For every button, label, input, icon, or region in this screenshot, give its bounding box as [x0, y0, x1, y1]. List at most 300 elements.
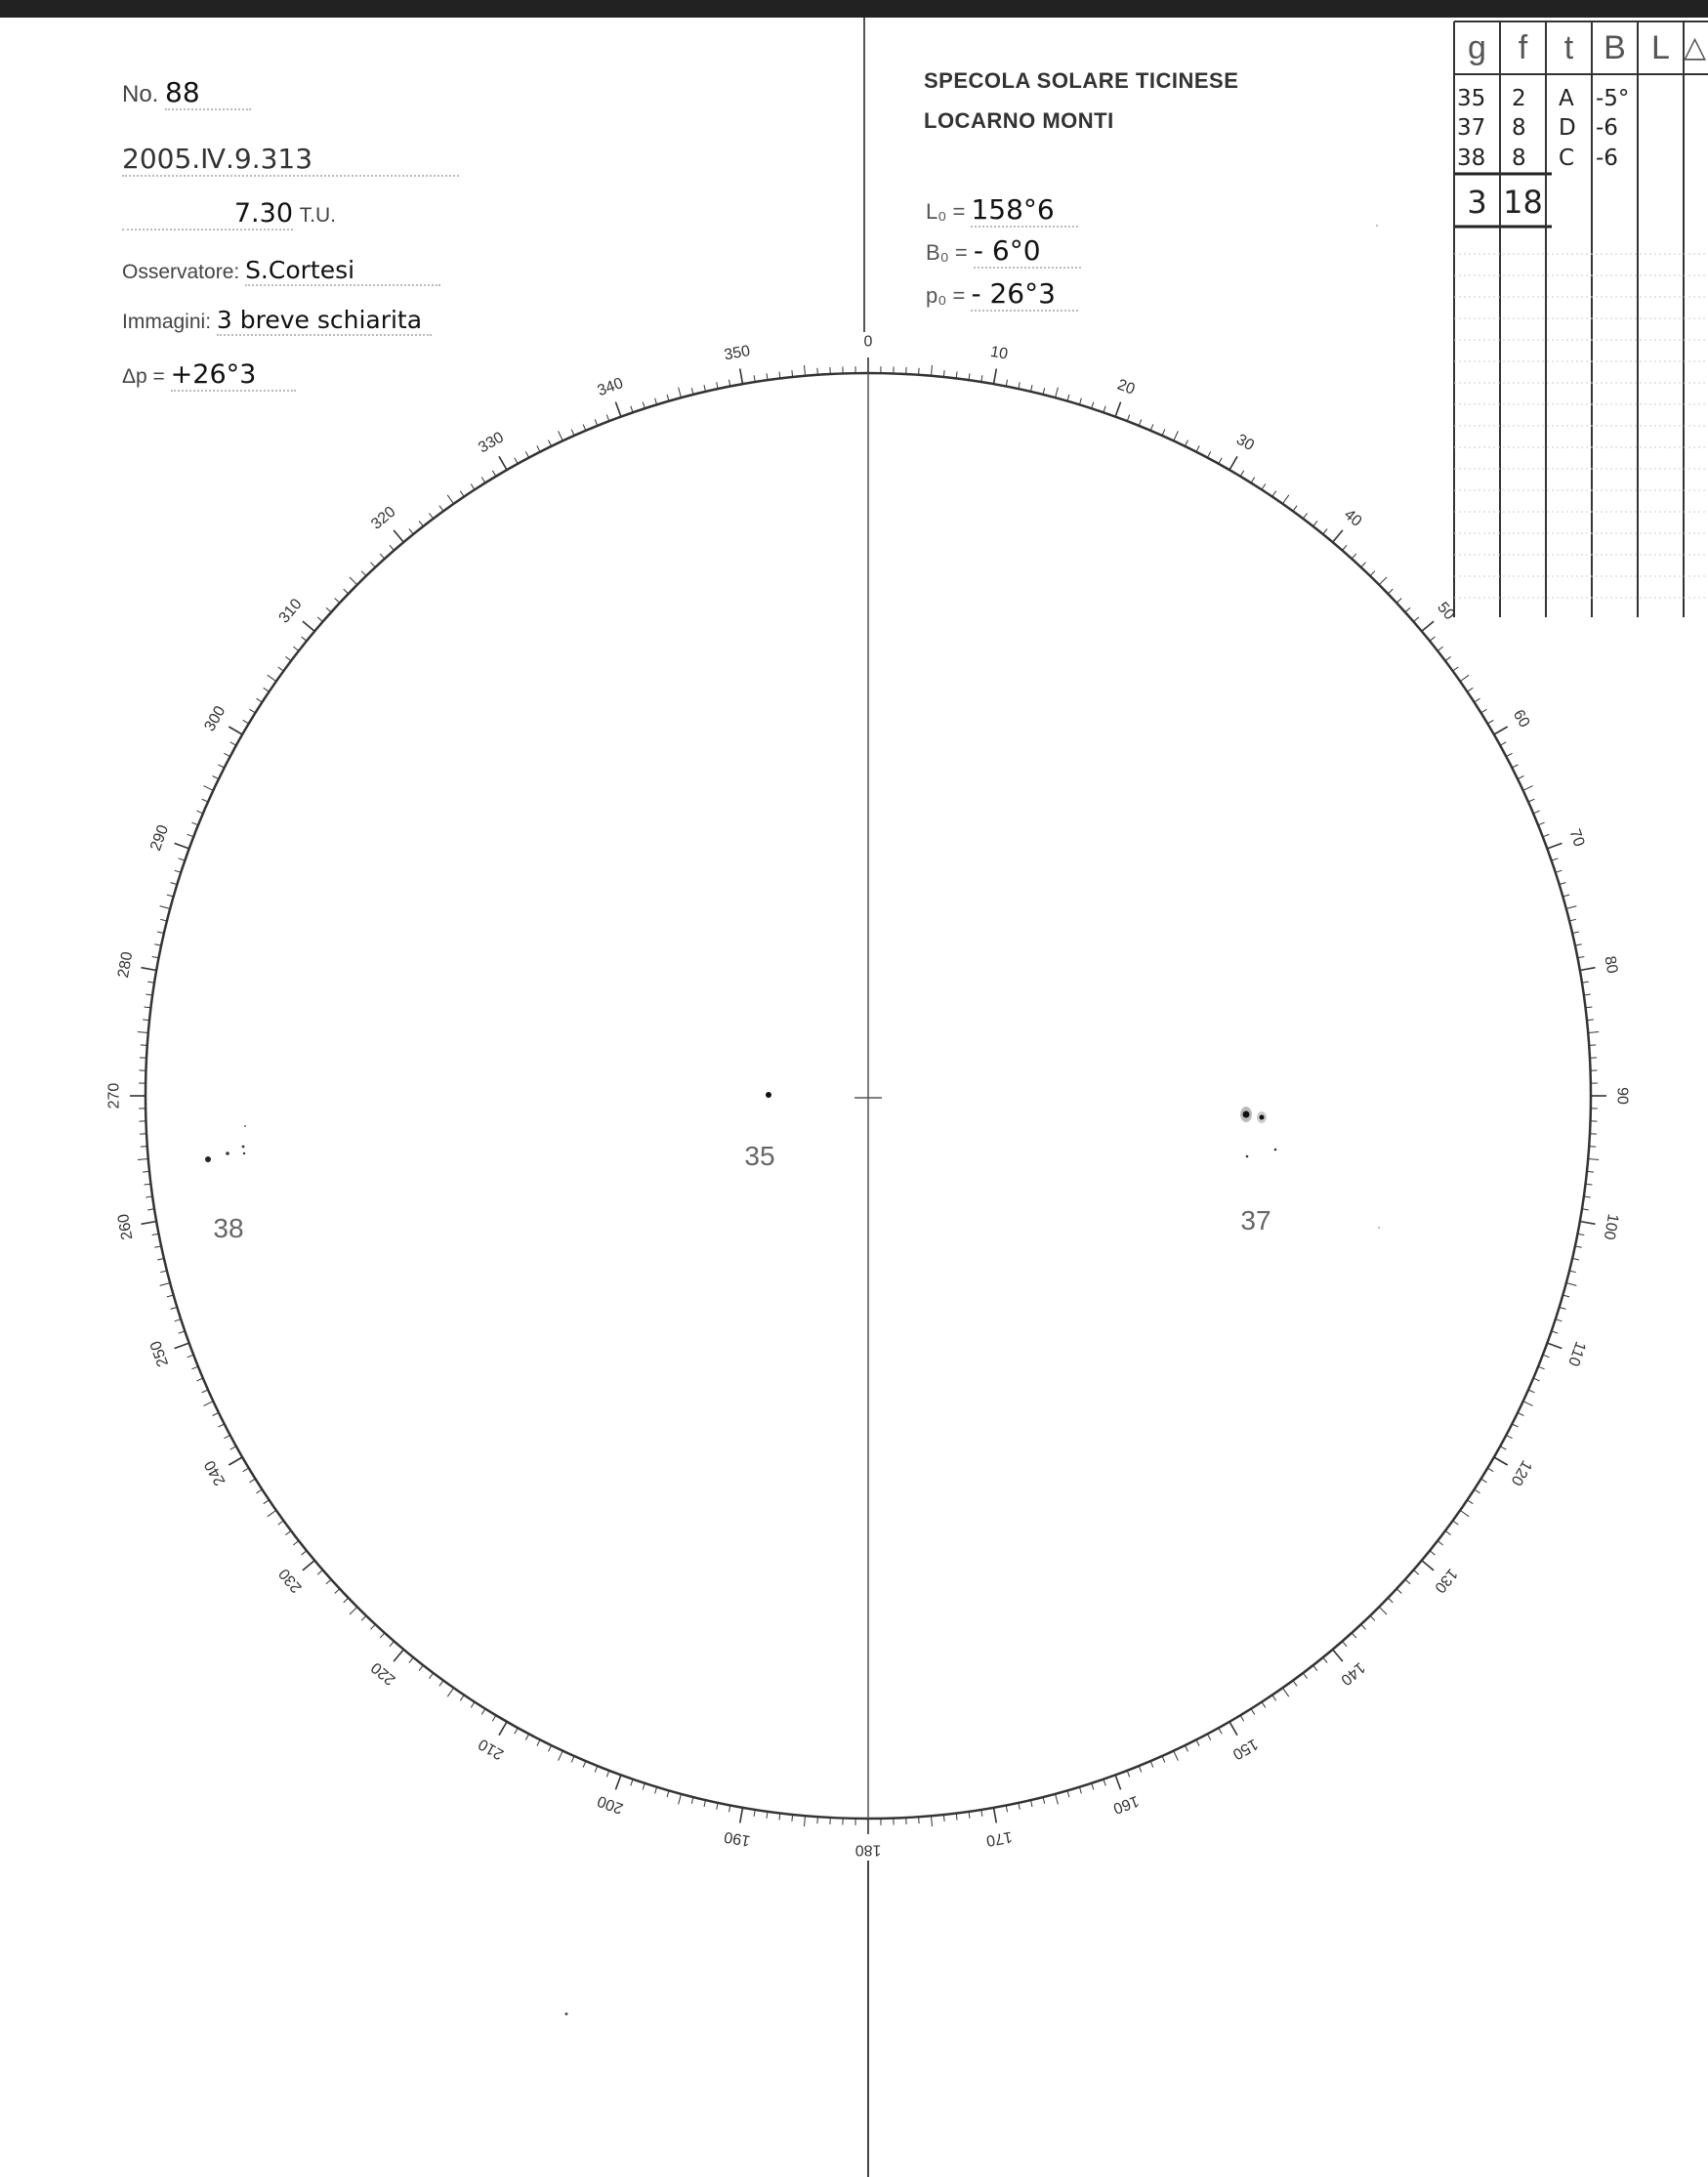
scale-tick [943, 1815, 944, 1821]
scale-tick [160, 906, 171, 909]
scale-tick [1079, 1787, 1081, 1794]
scale-tick [1422, 621, 1434, 631]
row-38-t: C [1559, 146, 1575, 171]
scale-tick [537, 1739, 540, 1745]
scale-tick [1588, 1032, 1599, 1033]
scale-tick [1272, 491, 1276, 497]
scale-tick [1361, 1624, 1366, 1629]
scale-tick [1127, 415, 1130, 422]
scale-tick [1430, 637, 1435, 641]
scale-tick [1512, 765, 1518, 768]
scale-tick [394, 530, 403, 542]
sunspot-pore [226, 1151, 229, 1155]
scale-tick [994, 1808, 997, 1823]
scale-tick [1219, 1728, 1222, 1734]
scale-tick [740, 369, 743, 385]
scale-tick [1560, 1307, 1566, 1309]
col-header-b: B [1604, 29, 1626, 66]
scale-tick [499, 456, 507, 470]
scale-tick [1251, 1709, 1255, 1715]
scale-tick [1174, 431, 1179, 440]
scale-tick [643, 402, 645, 409]
scale-tick [525, 1734, 528, 1739]
scale-tick [1414, 1570, 1419, 1575]
scale-tick [243, 720, 249, 724]
observer-value: S.Cortesi [245, 256, 355, 284]
scale-tick [179, 1331, 186, 1333]
scale-tick [1115, 1775, 1121, 1789]
scale-tick [1262, 484, 1266, 490]
l0-value: 158°6 [971, 193, 1055, 226]
scale-tick [1528, 1390, 1534, 1393]
scale-tick [919, 368, 920, 375]
scale-tick [439, 1681, 443, 1687]
scale-tick [1293, 1681, 1297, 1687]
scale-tick [492, 471, 496, 477]
scale-tick [1533, 811, 1539, 814]
scale-tick [335, 1589, 340, 1594]
scale-tick [230, 1446, 236, 1449]
scale-tick [1481, 1479, 1487, 1483]
scale-tick [1333, 1650, 1343, 1661]
scale-tick [994, 369, 997, 385]
scale-tick [615, 1775, 621, 1789]
scale-tick [1092, 402, 1094, 409]
scale-tick [1430, 1551, 1435, 1555]
scale-label-240: 240 [201, 1457, 229, 1488]
scale-tick [460, 491, 464, 497]
scale-tick [515, 1728, 518, 1734]
scale-label-320: 320 [368, 503, 399, 533]
number-label: No. [122, 81, 159, 107]
scale-tick [218, 1424, 224, 1427]
scan-speck [1376, 225, 1378, 227]
scale-tick [1487, 720, 1493, 724]
delta-p-value: +26°3 [170, 359, 257, 390]
scale-tick [1388, 1598, 1393, 1603]
scale-label-140: 140 [1337, 1658, 1368, 1689]
scale-tick [1437, 647, 1443, 650]
scale-tick [1162, 1756, 1165, 1762]
scale-tick [371, 563, 376, 567]
scale-tick [1240, 1715, 1244, 1721]
scale-tick [371, 1624, 376, 1629]
scale-tick [643, 1783, 645, 1790]
institution-location: LOCARNO MONTI [924, 108, 1114, 133]
scale-tick [1547, 843, 1562, 849]
scale-label-290: 290 [147, 822, 173, 854]
scale-tick [595, 419, 598, 426]
scale-label-250: 250 [147, 1338, 173, 1369]
row-37-t: D [1559, 115, 1576, 141]
scale-tick [1422, 1561, 1434, 1570]
scale-tick [390, 545, 395, 550]
scale-label-300: 300 [201, 703, 229, 734]
scale-tick [1588, 1159, 1599, 1160]
scale-tick [1207, 451, 1210, 457]
scale-tick [1262, 1702, 1266, 1708]
scale-tick [1104, 1779, 1105, 1786]
scale-tick [1139, 419, 1142, 426]
scale-label-0: 0 [863, 333, 873, 351]
scale-tick [1445, 656, 1451, 660]
scale-tick [141, 1147, 147, 1148]
scale-tick [285, 1530, 291, 1534]
scale-label-310: 310 [275, 596, 306, 627]
scale-tick [571, 1756, 574, 1762]
scale-tick [179, 858, 186, 860]
scale-tick [390, 1642, 395, 1647]
scale-tick [1079, 398, 1081, 405]
sunspot-pore [244, 1125, 246, 1127]
scale-tick [175, 1343, 189, 1349]
sunspot-pore [242, 1146, 245, 1149]
scale-tick [1104, 406, 1105, 413]
scale-tick [1523, 786, 1533, 791]
time-value: 7.30 [233, 198, 293, 229]
scale-tick [943, 370, 944, 377]
scale-tick [143, 1171, 149, 1172]
scale-tick [326, 1579, 331, 1584]
total-spots: 18 [1503, 184, 1543, 221]
scale-tick [1453, 667, 1459, 671]
scale-tick [224, 753, 229, 756]
scale-tick [175, 1319, 182, 1321]
scale-tick [1174, 1751, 1179, 1761]
scale-label-10: 10 [988, 343, 1010, 363]
scale-tick [175, 843, 189, 849]
scale-tick [471, 1702, 475, 1708]
scale-tick [481, 1709, 485, 1715]
scale-tick [250, 709, 256, 713]
sunspot-umbra [1260, 1115, 1265, 1120]
images-label: Immagini: [122, 311, 212, 333]
scale-tick [317, 617, 322, 622]
scale-tick [515, 458, 518, 464]
scale-tick [583, 424, 586, 430]
sunspot [205, 1156, 211, 1162]
scale-tick [229, 1457, 242, 1465]
scale-label-340: 340 [595, 375, 626, 400]
scale-tick [1460, 1510, 1469, 1516]
row-38-b: -6 [1596, 146, 1618, 171]
scale-tick [1379, 1607, 1387, 1614]
scale-tick [1323, 529, 1327, 534]
scale-tick [326, 607, 331, 612]
scale-label-150: 150 [1229, 1735, 1261, 1763]
scale-tick [615, 402, 621, 417]
scale-tick [655, 398, 657, 405]
scale-tick [1272, 1696, 1276, 1701]
scale-tick [1185, 1745, 1187, 1751]
scale-tick [1150, 1761, 1153, 1767]
row-35-t: A [1559, 86, 1574, 111]
scale-tick [1518, 1412, 1523, 1415]
scale-label-350: 350 [723, 343, 752, 364]
scale-tick [1437, 1541, 1443, 1545]
group-label-37: 37 [1240, 1205, 1271, 1235]
scale-label-210: 210 [476, 1735, 507, 1763]
p0-label: p₀ = [926, 283, 966, 308]
col-header-g: g [1468, 29, 1486, 66]
scale-tick [1543, 834, 1550, 837]
scale-tick [1196, 445, 1199, 451]
scale-tick [303, 621, 314, 631]
scale-tick [1405, 607, 1410, 612]
scale-tick [1303, 1673, 1307, 1679]
scale-label-220: 220 [368, 1658, 399, 1689]
scale-tick [218, 765, 224, 768]
sunspot [766, 1092, 771, 1098]
scale-label-40: 40 [1340, 506, 1365, 530]
scale-tick [1333, 530, 1343, 542]
scale-tick [243, 1468, 249, 1472]
scale-tick [344, 1598, 349, 1603]
scale-tick [1566, 906, 1577, 909]
scale-tick [196, 1378, 202, 1381]
scale-label-270: 270 [105, 1082, 123, 1109]
scale-tick [792, 1815, 793, 1821]
scale-tick [606, 1771, 609, 1778]
institution-name: SPECOLA SOLARE TICINESE [924, 68, 1239, 93]
col-header-t: t [1563, 29, 1574, 66]
scale-tick [679, 388, 682, 398]
scale-tick [1556, 870, 1562, 872]
scale-tick [606, 415, 609, 422]
scale-tick [268, 1510, 276, 1516]
scale-tick [1313, 521, 1317, 526]
col-header-l: L [1651, 29, 1670, 66]
sunspot-pore [243, 1152, 245, 1154]
scale-tick [1523, 1402, 1533, 1406]
scale-tick [419, 521, 423, 526]
row-37-f: 8 [1512, 115, 1526, 141]
scale-tick [1162, 430, 1165, 436]
scale-tick [350, 1607, 357, 1614]
row-38-f: 8 [1512, 146, 1526, 171]
scale-tick [419, 1665, 423, 1671]
scale-tick [471, 484, 475, 490]
scale-tick [499, 1722, 507, 1736]
scale-tick [817, 1817, 818, 1823]
scale-tick [1468, 1500, 1474, 1504]
scale-label-20: 20 [1114, 376, 1138, 398]
scale-tick [302, 637, 307, 641]
scale-tick [1282, 495, 1288, 504]
scale-tick [1293, 506, 1297, 512]
scale-tick [1587, 1171, 1594, 1172]
scale-tick [229, 727, 242, 734]
scale-tick [919, 1817, 920, 1823]
scale-tick [293, 1541, 299, 1545]
scale-tick [1323, 1657, 1327, 1662]
scale-label-30: 30 [1233, 431, 1257, 455]
scale-tick [1589, 1045, 1596, 1046]
scale-tick [525, 451, 528, 457]
number-value: 88 [165, 76, 200, 108]
scale-tick [1468, 688, 1474, 691]
scale-tick [1453, 1521, 1459, 1525]
scale-tick [481, 478, 485, 483]
scale-tick [1219, 458, 1222, 464]
scale-tick [380, 1633, 385, 1638]
scale-label-170: 170 [984, 1827, 1014, 1849]
scale-tick [303, 1561, 314, 1570]
sunspot-table [1454, 21, 1708, 617]
scale-tick [655, 1787, 657, 1794]
scan-speck [1378, 1227, 1380, 1229]
date-value: 2005.Ⅳ.9.313 [122, 143, 313, 175]
scale-tick [191, 822, 198, 825]
scale-tick [1552, 858, 1559, 860]
scale-tick [278, 667, 284, 671]
scale-label-200: 200 [595, 1791, 626, 1817]
scale-label-90: 90 [1613, 1087, 1631, 1105]
scale-tick [142, 1222, 157, 1225]
scale-tick [1370, 1615, 1375, 1620]
scale-tick [583, 1761, 586, 1767]
scale-label-100: 100 [1600, 1212, 1621, 1241]
scale-tick [361, 571, 366, 576]
scale-tick [1396, 599, 1401, 604]
scale-tick [537, 445, 540, 451]
scale-tick [257, 698, 263, 702]
sunspot-pore [1246, 1155, 1249, 1158]
scale-tick [447, 1688, 453, 1696]
scale-tick [932, 1816, 933, 1826]
scale-tick [1127, 1771, 1130, 1778]
scale-tick [1056, 388, 1059, 398]
scale-tick [1445, 1530, 1451, 1534]
scale-tick [1518, 776, 1523, 779]
scale-tick [1405, 1579, 1410, 1584]
row-35-f: 2 [1512, 86, 1526, 111]
scale-tick [1560, 883, 1566, 885]
scale-label-130: 130 [1431, 1565, 1461, 1596]
sunspot-umbra [1243, 1111, 1250, 1118]
scale-tick [409, 1657, 413, 1662]
scale-tick [187, 834, 194, 837]
scale-tick [1229, 1722, 1237, 1736]
row-35-g: 35 [1457, 86, 1486, 111]
scale-tick [1538, 1366, 1545, 1369]
row-37-b: -6 [1596, 115, 1618, 141]
scale-tick [805, 365, 806, 376]
scale-tick [175, 870, 182, 872]
scale-tick [203, 1402, 213, 1406]
scale-tick [1487, 1468, 1493, 1472]
scale-tick [1056, 1794, 1059, 1805]
scale-tick [1240, 471, 1244, 477]
scale-tick [1352, 554, 1356, 559]
scale-tick [1251, 478, 1255, 483]
scale-tick [285, 656, 291, 660]
scale-tick [1589, 1147, 1596, 1148]
scale-tick [138, 1159, 148, 1160]
scale-tick [317, 1570, 322, 1575]
sunspot-group-38 [205, 1125, 246, 1243]
scale-tick [1139, 1766, 1142, 1773]
scale-tick [1460, 675, 1469, 681]
p0-value: - 26°3 [971, 277, 1056, 310]
scale-tick [213, 776, 219, 779]
scale-tick [631, 406, 633, 413]
scale-tick [142, 968, 157, 971]
total-groups: 3 [1467, 184, 1487, 221]
scale-tick [460, 1696, 464, 1701]
group-label-35: 35 [744, 1141, 775, 1171]
scale-tick [1185, 440, 1187, 446]
b0-value: - 6°0 [973, 234, 1041, 267]
scale-tick [344, 589, 349, 594]
scale-tick [138, 1032, 148, 1033]
scale-tick [202, 1390, 208, 1393]
scan-speck [565, 2013, 568, 2016]
scale-tick [409, 529, 413, 534]
scale-tick [817, 368, 818, 375]
scale-tick [571, 430, 574, 436]
scale-label-230: 230 [275, 1565, 306, 1596]
scale-tick [1115, 402, 1121, 417]
scale-tick [1538, 822, 1545, 825]
scale-tick [1500, 742, 1506, 745]
scale-tick [394, 1650, 403, 1661]
scale-tick [1414, 617, 1419, 622]
observer-label: Osservatore: [122, 261, 240, 283]
scale-tick [1566, 1283, 1577, 1286]
scale-tick [302, 1551, 307, 1555]
scale-tick [361, 1615, 366, 1620]
row-37-g: 37 [1457, 115, 1486, 141]
scale-tick [230, 742, 236, 745]
delta-p-label: Δp = [122, 365, 165, 388]
scale-tick [1352, 1633, 1356, 1638]
scale-tick [559, 1751, 563, 1761]
l0-label: L₀ = [926, 199, 966, 224]
scale-tick [187, 1355, 194, 1358]
scale-label-260: 260 [115, 1212, 137, 1241]
scale-tick [549, 1745, 552, 1751]
scale-tick [1580, 1222, 1596, 1225]
scale-tick [1547, 1343, 1562, 1349]
scale-tick [350, 577, 357, 585]
scale-tick [631, 1779, 633, 1786]
scale-tick [1313, 1665, 1317, 1671]
scale-tick [1229, 456, 1237, 470]
scale-tick [740, 1808, 743, 1823]
scale-tick [1475, 698, 1480, 702]
scale-tick [1303, 513, 1307, 519]
row-35-b: -5° [1596, 86, 1630, 111]
scale-label-80: 80 [1601, 954, 1621, 976]
scale-tick [141, 1045, 147, 1046]
scale-tick [171, 883, 178, 885]
scale-label-60: 60 [1509, 707, 1533, 731]
scale-tick [1475, 1489, 1480, 1493]
col-header-f: f [1518, 29, 1528, 66]
scale-tick [250, 1479, 256, 1483]
scale-tick [191, 1366, 198, 1369]
scale-tick [264, 1500, 270, 1504]
sunspot-group-35 [744, 1092, 774, 1171]
scale-tick [1533, 1378, 1539, 1381]
scale-tick [268, 675, 276, 681]
scale-tick [1388, 589, 1393, 594]
scale-label-50: 50 [1434, 599, 1458, 624]
scale-label-160: 160 [1110, 1791, 1142, 1817]
scale-tick [278, 1521, 284, 1525]
scale-tick [1150, 424, 1153, 430]
